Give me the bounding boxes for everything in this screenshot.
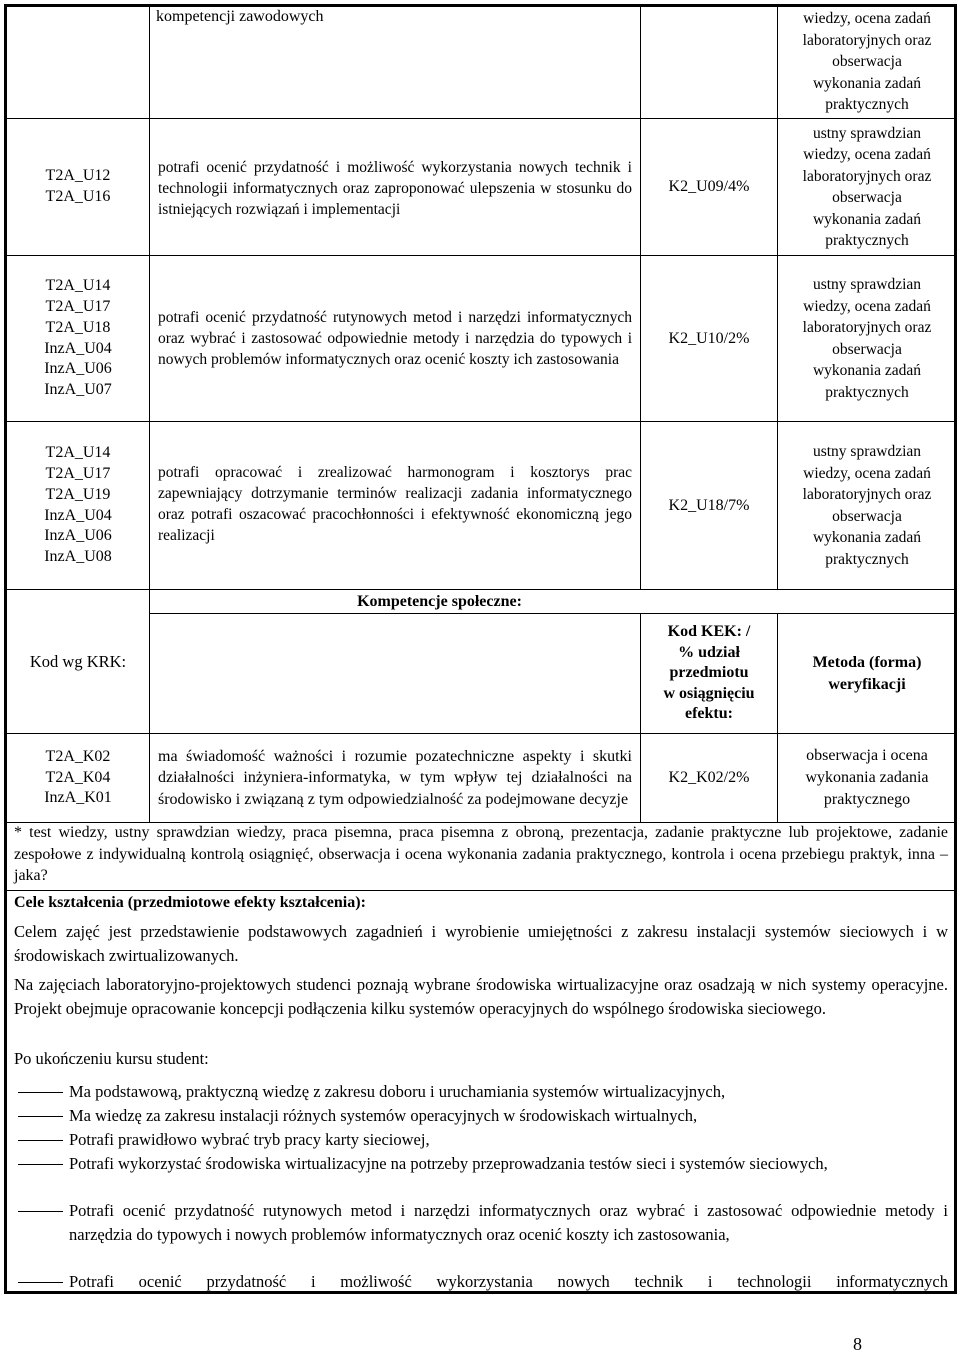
after-course-label: Po ukończeniu kursu student: [14,1049,209,1068]
kek-code: K2_K02/2% [668,769,750,786]
method-line: wiedzy, ocena zadań [803,297,931,315]
method-line: praktycznych [825,96,909,114]
table-divider [149,5,150,822]
method-line: obserwacja [832,507,902,525]
kek-label-line: przedmiotu [669,664,749,682]
kek-cell [641,119,777,255]
kek-label-line: efektu: [685,705,733,723]
krk-code: T2A_K02 [45,747,111,765]
method-line: wiedzy, ocena zadań [803,10,931,28]
krk-code: InzA_U06 [44,360,112,378]
method-cell [778,256,956,421]
method-line: obserwacja [832,53,902,71]
krk-code: T2A_U14 [45,277,111,295]
krk-code: T2A_U14 [45,444,111,462]
method-line: laboratoryjnych oraz [802,486,932,503]
krk-code-label: Kod wg KRK: [29,651,127,671]
dash-bullet [14,1128,69,1152]
krk-code: T2A_U19 [45,485,111,503]
kek-label-line: % udział [678,643,740,661]
method-line: wiedzy, ocena zadań [803,146,931,163]
method-line: praktycznych [825,550,909,568]
method-line: praktycznego [823,791,911,808]
paragraph: Na zajęciach laboratoryjno-projektowych studenci poznają wybrane środowiska wirtualizacyjne oraz osadzają w nich systemy operacyjne. Projekt obejmuje opracowanie koncepcji podłączenia kilku systemów operacyjnych do wspólnego środowiska sieciowego. [14,975,948,1018]
method-line: laboratoryjnych oraz [802,167,932,185]
list-item-text: Potrafi ocenić przydatność i możliwość wykorzystania nowych technik i technologii informatycznych [69,1272,948,1291]
page-number: 8 [853,1334,862,1354]
paragraph: Celem zajęć jest przedstawienie podstawowych zagadnień i wyrobienie umiejętności z zakresu instalacji systemów sieciowych i w środowiskach zwirtualizowanych. [14,922,948,965]
method-line: obserwacja [832,189,902,206]
description-text: kompetencji zawodowych [156,8,324,25]
method-line: obserwacja i ocena [806,747,928,764]
description-text: potrafi opracować i zrealizować harmonogram i kosztorys prac zapewniający dotrzymanie terminów realizacji zadania informatycznego oraz potrafi oszacować pracochłonności i efektywność ekonomiczną jego realizacji [158,464,632,544]
kek-cell [641,256,777,421]
method-cell [778,734,956,822]
section-title [150,590,956,613]
krk-code-cell [7,734,149,822]
krk-code: InzA_U07 [44,381,112,399]
list-item [14,1152,948,1176]
method-line: obserwacja [832,340,902,358]
kek-label-line: w osiągnięciu [663,684,755,702]
description-text: potrafi ocenić przydatność rutynowych metod i narzędzi informatycznych oraz wybrać i zastosować odpowiednie metody i narzędzia do typowych i nowych problemów informatycznych oraz ocenić koszty ich zastosowania [158,308,632,368]
krk-code: InzA_U08 [44,548,112,566]
krk-code-cell [7,422,149,589]
method-label-line: Metoda (forma) [812,653,922,671]
list-item [14,1199,948,1246]
description-cell [156,8,636,30]
krk-code: T2A_U18 [45,318,111,336]
krk-code: T2A_U17 [45,464,111,482]
dash-bullet [14,1104,69,1128]
krk-code: T2A_U16 [45,188,111,205]
section-title-text: Kompetencje społeczne: [357,592,522,610]
krk-code: T2A_U12 [45,167,111,185]
method-header [778,614,956,733]
list-item [14,1080,948,1104]
method-line: wykonania zadań [812,210,922,228]
list-item [14,1104,948,1128]
krk-code: InzA_K01 [44,789,112,807]
krk-code: T2A_K04 [45,768,111,786]
krk-code: InzA_U04 [44,339,112,357]
description-cell [150,290,640,386]
list-item [14,1270,948,1294]
goals-title: Cele kształcenia (przedmiotowe efekty kształcenia): [14,894,366,911]
dash-bullet [14,1199,69,1246]
list-item [14,1128,948,1152]
method-line: ustny sprawdzian [812,124,922,142]
krk-code: T2A_U17 [45,297,111,315]
method-line: laboratoryjnych oraz [802,31,932,49]
method-cell [778,422,956,589]
krk-code-cell [7,256,149,421]
method-line: laboratoryjnych oraz [802,319,932,336]
kek-cell [641,422,777,589]
kek-header [641,614,777,733]
method-line: praktycznych [825,232,909,249]
dash-bullet [14,1080,69,1104]
kek-code: K2_U10/2% [668,329,750,347]
list-item-text: Potrafi wykorzystać środowiska wirtualizacyjne na potrzeby przeprowadzania testów sieci i systemów sieciowych, [69,1154,828,1173]
krk-code: InzA_U04 [44,506,112,524]
section-divider [4,890,956,891]
kek-label-line: Kod KEK: / [667,623,751,641]
method-cell [778,8,956,116]
krk-code-header [7,590,149,733]
method-line: wiedzy, ocena zadań [803,464,931,482]
method-line: wykonania zadania [805,769,929,786]
krk-code: InzA_U06 [44,527,112,545]
list-item-text: Potrafi prawidłowo wybrać tryb pracy karty sieciowej, [69,1130,430,1149]
method-cell [778,119,956,255]
krk-code-cell [7,119,149,255]
method-line: praktycznych [825,383,909,401]
list-item-text: Ma podstawową, praktyczną wiedzę z zakresu doboru i uruchamiania systemów wirtualizacyjnych, [69,1082,726,1101]
list-item-text: Potrafi ocenić przydatność rutynowych metod i narzędzi informatycznych oraz wybrać i zastosować odpowiednie metody i narzędzia do typowych i nowych problemów informatycznych oraz ocenić koszty ich zastosowania, [69,1201,948,1244]
kek-code: K2_U09/4% [668,178,750,195]
method-line: wykonania zadań [812,362,922,379]
description-cell [150,140,640,236]
kek-cell [641,734,777,822]
method-line: wykonania zadań [812,74,922,92]
list-item-text: Ma wiedzę za zakresu instalacji różnych systemów operacyjnych w środowiskach wirtualnych, [69,1106,698,1125]
dash-bullet [14,1152,69,1176]
dash-bullet [14,1270,69,1294]
description-text: potrafi ocenić przydatność i możliwość wykorzystania nowych technik i technologii informatycznych oraz zaproponować ulepszenia w stosunku do istniejących rozwiązań i implementacji [158,158,632,218]
description-text: ma świadomość ważności i rozumie pozatechniczne aspekty i skutki działalności inżyniera-informatyka, w tym wpływ tej działalności na środowisko i związaną z tym odpowiedzialność za podejmowane decyzje [158,747,632,808]
method-label-line: weryfikacji [828,675,906,693]
description-cell [150,734,640,822]
method-line: wykonania zadań [812,529,922,546]
footnote: * test wiedzy, ustny sprawdzian wiedzy, praca pisemna, praca pisemna z obroną, prezentacja, zadanie praktyczne lub projektowe, zadanie zespołowe z indywidualną kontrolą osiągnięć, obserwacja i ocena wykonania zadania praktycznego, kontrola i ocena przebiegu praktyk, inna – jaka? [14,824,948,884]
method-line: ustny sprawdzian [812,276,922,293]
description-cell [150,456,640,552]
kek-code: K2_U18/7% [668,496,750,514]
method-line: ustny sprawdzian [812,443,922,460]
